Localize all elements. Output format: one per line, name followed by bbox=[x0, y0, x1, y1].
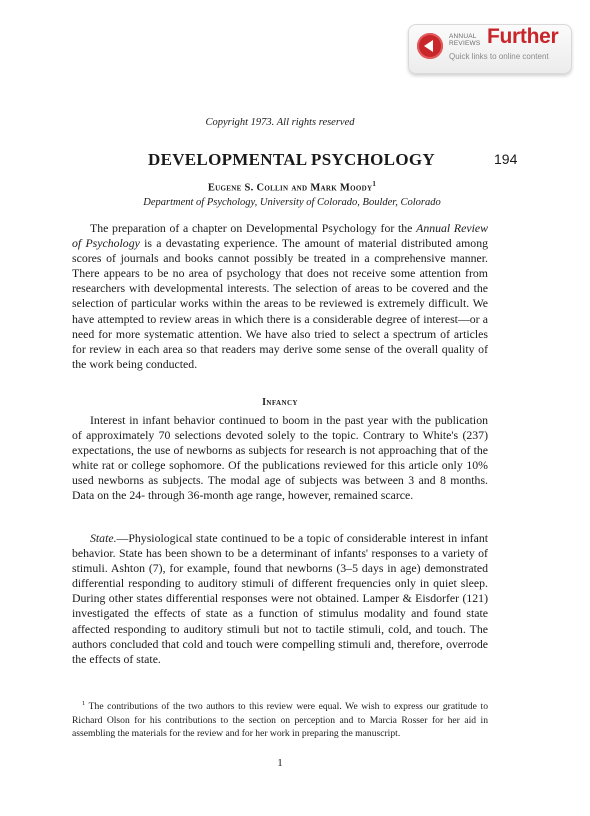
footnote-mark: 1 bbox=[82, 700, 86, 707]
infancy-paragraph bbox=[72, 413, 488, 504]
page-number: 1 bbox=[277, 757, 283, 769]
footnote bbox=[72, 697, 488, 740]
annual-reviews-further-badge[interactable] bbox=[408, 24, 572, 74]
article-title: DEVELOPMENTAL PSYCHOLOGY bbox=[148, 150, 435, 169]
badge-further-word: Further bbox=[487, 25, 559, 48]
infancy-text: Interest in infant behavior continued to boom in the past year with the publication of approximately 70 selections devoted solely to the topic. Contrary to White's (237) expectations, the use of newborns as subjects for research is not approaching that of the white rat or college sophomore. Of the publications reviewed for this article only 10% used newborns as subjects. The modal age of subjects was between 3 and 8 months. Data on the 24- through 36-month age range, however, remained scarce. bbox=[72, 413, 488, 503]
section-heading-infancy: Infancy bbox=[262, 397, 298, 408]
intro-text-rest: is a devastating experience. The amount of material distributed among scores of journals and books cannot possibly be treated in a comprehensive manner. There appears to be no area of psychology that does not receive some attention from researchers with developmental interests. The selection of areas to be covered and the selection of particular works within the areas to be reviewed is extremely difficult. We have attempted to review areas in which there is a considerable degree of interest—or a need for more systematic attention. We have also tried to select a spectrum of articles for review in each area so that readers may derive some sense of the overall quality of the work being conducted. bbox=[72, 236, 488, 371]
badge-annual: ANNUAL bbox=[449, 33, 477, 40]
author-footnote-mark: 1 bbox=[372, 180, 377, 188]
intro-text-start: The preparation of a chapter on Developmental Psychology for the bbox=[90, 221, 417, 235]
state-paragraph bbox=[72, 531, 488, 667]
badge-tagline: Quick links to online content bbox=[449, 52, 549, 61]
back-arrow-icon bbox=[417, 33, 443, 59]
page-reference-number: 194 bbox=[494, 151, 518, 167]
state-lead: State. bbox=[90, 531, 117, 545]
author-names: Eugene S. Collin and Mark Moody bbox=[207, 182, 373, 194]
journal-name: Annual Review of Psychology bbox=[72, 221, 488, 251]
state-text: —Physiological state continued to be a topic of considerable interest in infant behavior. State has been shown to be a determinant of infants' responses to a variety of stimuli. Ashton (7), for example, found that newborns (3–5 days in age) demonstrated differential responding to auditory stimuli of different frequencies only in quiet sleep. During other states differential responses were not obtained. Lamper & Eisdorfer (121) investigated the effects of state as a function of stimulus modality and found state affected responding to auditory stimuli but not to tactile stimuli, cold, and touch. The authors concluded that cold and touch were compelling stimuli and, therefore, overrode the effects of state. bbox=[72, 531, 488, 666]
author-line bbox=[0, 180, 584, 194]
copyright-notice: Copyright 1973. All rights reserved bbox=[205, 117, 355, 128]
badge-reviews: REVIEWS bbox=[449, 40, 481, 47]
author-affiliation: Department of Psychology, University of Colorado, Boulder, Colorado bbox=[143, 197, 441, 208]
intro-paragraph bbox=[72, 221, 488, 372]
footnote-text: The contributions of the two authors to this review were equal. We wish to express our gratitude to Richard Olson for his contributions to the section on perception and to Marcia Rosser for her aid in assembling the materials for the review and for her work in preparing the manuscript. bbox=[72, 701, 488, 739]
annual-reviews-logo-text bbox=[449, 33, 480, 47]
